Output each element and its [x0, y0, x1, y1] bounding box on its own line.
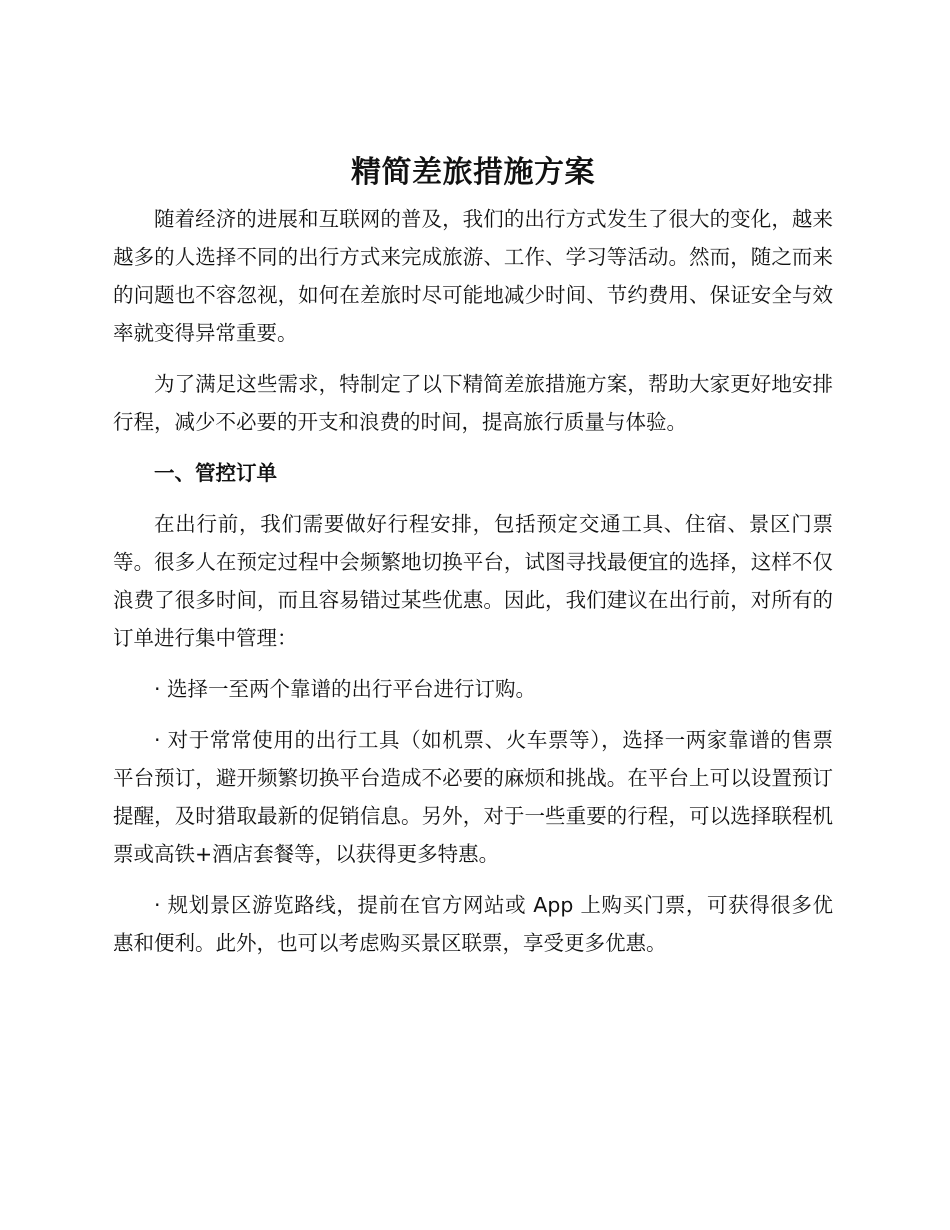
intro-paragraph-2: 为了满足这些需求，特制定了以下精简差旅措施方案，帮助大家更好地安排行程，减少不必要的开支和浪费的时间，提高旅行质量与体验。: [113, 372, 833, 434]
document-body: [113, 150, 833, 975]
section-heading-order-control: 一、管控订单: [154, 461, 277, 485]
section-body-order-control: 在出行前，我们需要做好行程安排，包括预定交通工具、住宿、景区门票等。很多人在预定过程中会频繁地切换平台，试图寻找最便宜的选择，这样不仅浪费了很多时间，而且容易错过某些优惠。因此，我们建议在出行前，对所有的订单进行集中管理：: [113, 512, 833, 650]
bullet-item-2: · 对于常常使用的出行工具（如机票、火车票等），选择一两家靠谱的售票平台预订，避开频繁切换平台造成不必要的麻烦和挑战。在平台上可以设置预订提醒，及时猎取最新的促销信息。另外，对于一些重要的行程，可以选择联程机票或高铁+酒店套餐等，以获得更多特惠。: [113, 728, 833, 866]
bullet-item-1: · 选择一至两个靠谱的出行平台进行订购。: [154, 677, 537, 701]
bullet-item-3: · 规划景区游览路线，提前在官方网站或 App 上购买门票，可获得很多优惠和便利。此外，也可以考虑购买景区联票，享受更多优惠。: [113, 893, 833, 955]
document-title: 精简差旅措施方案: [351, 155, 595, 190]
intro-paragraph-1: 随着经济的进展和互联网的普及，我们的出行方式发生了很大的变化，越来越多的人选择不同的出行方式来完成旅游、工作、学习等活动。然而，随之而来的问题也不容忽视，如何在差旅时尽可能地减少时间、节约费用、保证安全与效率就变得异常重要。: [113, 207, 833, 345]
